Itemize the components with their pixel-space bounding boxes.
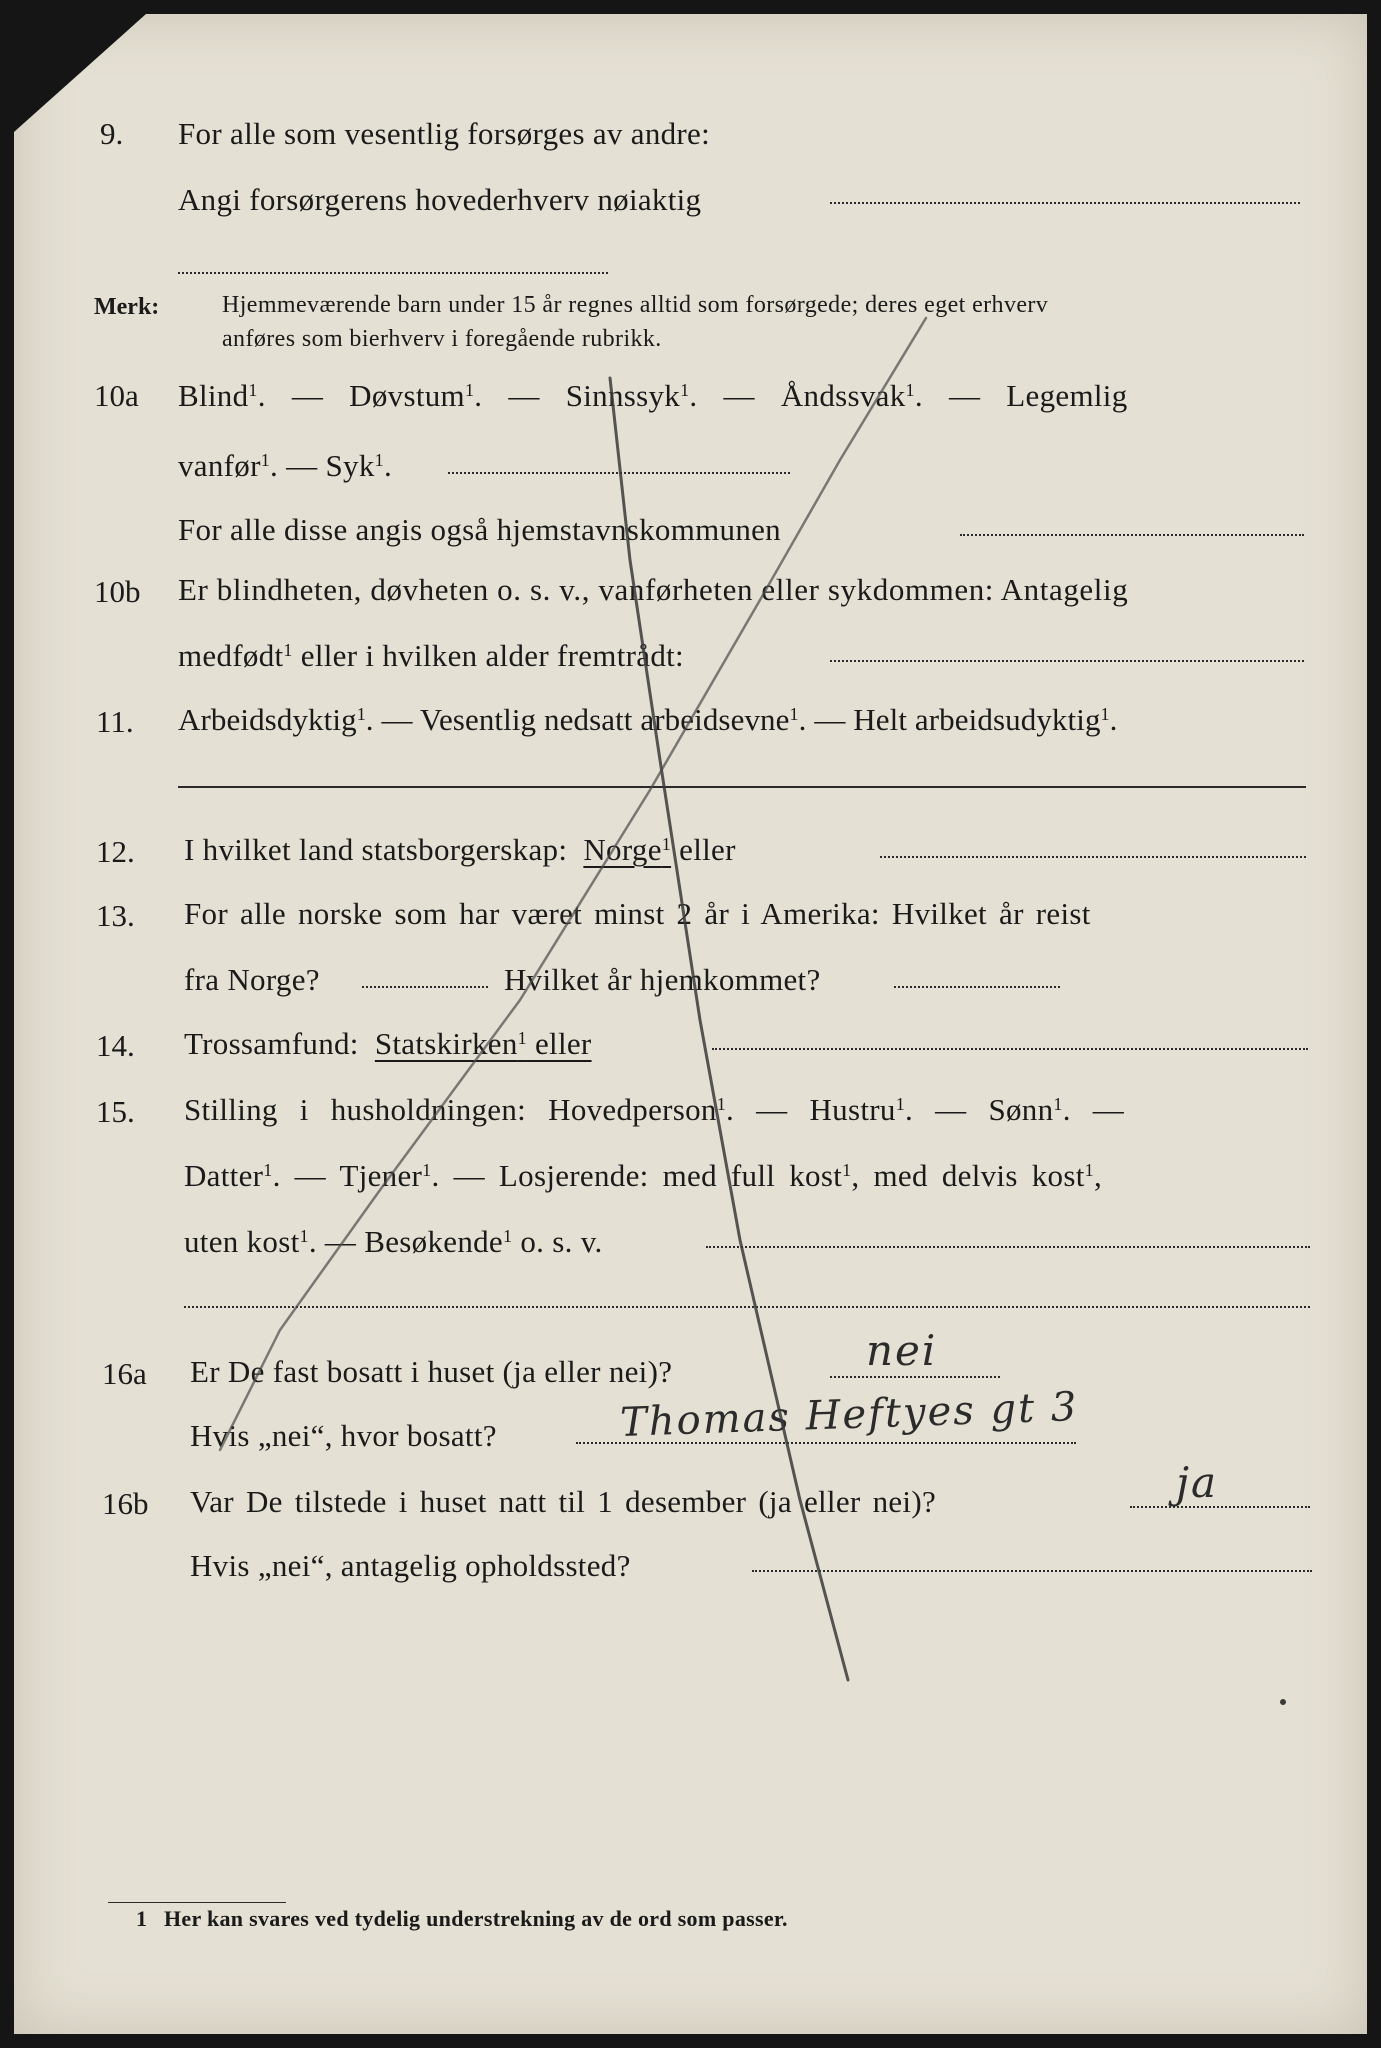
q13-number: 13.	[96, 898, 135, 933]
merk-label: Merk:	[94, 294, 160, 320]
q16a-line2: Hvis „nei“, hvor bosatt?	[190, 1418, 497, 1453]
q15-number: 15.	[96, 1094, 135, 1129]
footnote-mark: 1	[136, 1906, 148, 1931]
q9-line2: Angi forsørgerens hovederhverv nøiaktig	[178, 182, 702, 217]
q15-line2: Datter$^1$. — Tjener$^1$. — Losjerende: med full kost$^1$, med delvis kost$^1$,	[184, 1158, 1102, 1193]
q16a-number: 16a	[102, 1356, 147, 1391]
q16a-line1: Er De fast bosatt i huset (ja eller nei)?	[190, 1354, 673, 1389]
q14-option-statskirken: Statskirken$^1$ eller	[374, 1026, 592, 1061]
q10a-number: 10a	[94, 378, 139, 413]
q13-line1: For alle norske som har været minst 2 år i Amerika: Hvilket år reist	[184, 896, 1091, 931]
q10a-line3: For alle disse angis også hjemstavnskommunen	[178, 512, 781, 547]
q10b-number: 10b	[94, 574, 141, 609]
q11-number: 11.	[96, 704, 134, 739]
merk-line2: anføres som bierhverv i foregående rubrikk.	[222, 326, 662, 352]
q9-number: 9.	[100, 116, 124, 151]
q12-option-norge: Norge$^1$	[583, 832, 672, 867]
q12-text: I hvilket land statsborgerskap: Norge$^1$ eller	[184, 832, 736, 867]
q10a-line1: Blind$^1$. — Døvstum$^1$. — Sinnssyk$^1$. — Åndssvak$^1$. — Legemlig	[178, 378, 1128, 413]
q14-number: 14.	[96, 1028, 135, 1063]
q11-text: Arbeidsdyktig$^1$. — Vesentlig nedsatt arbeidsevne$^1$. — Helt arbeidsudyktig$^1$.	[178, 702, 1118, 737]
q15-line1: Stilling i husholdningen: Hovedperson$^1$. — Hustru$^1$. — Sønn$^1$. —	[184, 1092, 1125, 1127]
q13-line2a: fra Norge?	[184, 962, 320, 997]
q16b-line2: Hvis „nei“, antagelig opholdssted?	[190, 1548, 631, 1583]
q16b-number: 16b	[102, 1486, 149, 1521]
q13-line2b: Hvilket år hjemkommet?	[504, 962, 821, 997]
q9-line1: For alle som vesentlig forsørges av andre:	[178, 116, 711, 151]
q16b-line1: Var De tilstede i huset natt til 1 desember (ja eller nei)?	[190, 1484, 937, 1519]
footnote-text: Her kan svares ved tydelig understrekning av de ord som passer.	[164, 1906, 788, 1931]
q12-number: 12.	[96, 834, 135, 869]
q15-line3: uten kost$^1$. — Besøkende$^1$ o. s. v.	[184, 1224, 603, 1259]
q10b-line1: Er blindheten, døvheten o. s. v., vanførheten eller sykdommen: Antagelig	[178, 572, 1129, 607]
q16a-answer2-handwriting: Thomas Heftyes gt 3	[619, 1384, 1080, 1446]
merk-line1: Hjemmeværende barn under 15 år regnes alltid som forsørgede; deres eget erhverv	[222, 292, 1049, 318]
q10a-line2: vanfør$^1$. — Syk$^1$.	[178, 448, 392, 483]
q14-text: Trossamfund: Statskirken$^1$ eller	[184, 1026, 592, 1061]
footnote-rule	[108, 1902, 286, 1903]
q16a-answer1-handwriting: nei	[866, 1326, 938, 1375]
q16b-answer1-handwriting: ja	[1176, 1458, 1219, 1507]
q10b-line2: medfødt$^1$ eller i hvilken alder fremtrådt:	[178, 638, 684, 673]
